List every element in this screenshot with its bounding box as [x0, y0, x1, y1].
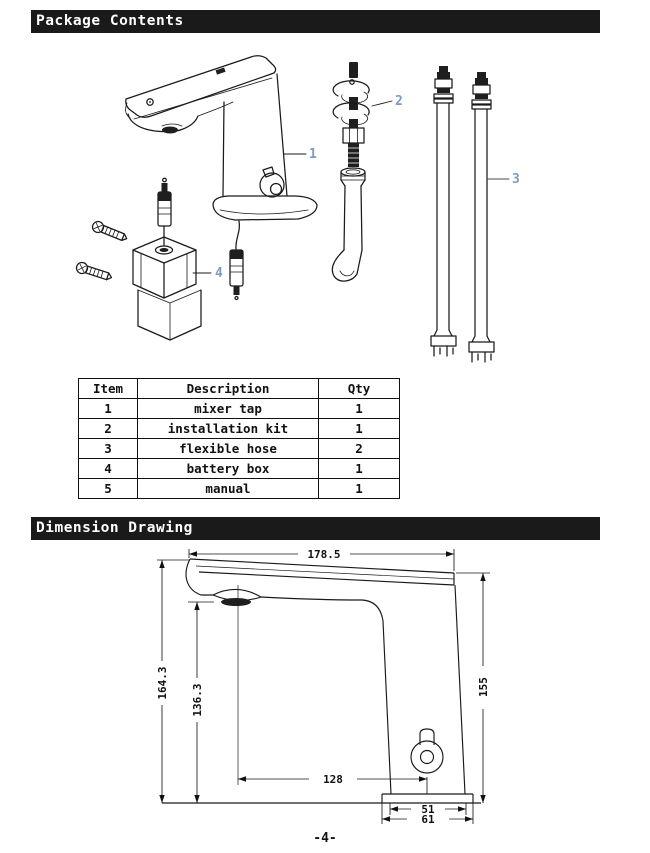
- table-row: [79, 399, 400, 419]
- table-header-description: Description: [138, 379, 319, 399]
- table-cell: 2: [319, 439, 400, 459]
- part-label-battery-box: 4: [215, 266, 223, 281]
- table-cell: 1: [319, 479, 400, 499]
- table-cell: 1: [319, 399, 400, 419]
- mixer-tap-drawing: [126, 56, 317, 300]
- dim-spout-reach: 128: [323, 773, 343, 786]
- dim-body-front-height: 155: [477, 677, 490, 697]
- table-cell: 1: [319, 419, 400, 439]
- table-header-item: Item: [79, 379, 138, 399]
- part-label-mixer-tap: 1: [309, 147, 317, 162]
- flexible-hoses-drawing: [431, 66, 520, 362]
- dim-spout-length: 178.5: [307, 548, 341, 561]
- table-cell: 1: [79, 399, 138, 419]
- package-contents-illustration: [0, 40, 650, 385]
- table-header-qty: Qty: [319, 379, 400, 399]
- section-title: Package Contents: [36, 13, 184, 29]
- table-row: [79, 439, 400, 459]
- package-contents-table: [78, 378, 400, 499]
- section-title: Dimension Drawing: [36, 520, 193, 536]
- table-cell: installation kit: [138, 419, 319, 439]
- table-cell: 2: [79, 419, 138, 439]
- dim-spout-underside-height: 136.3: [191, 683, 204, 717]
- part-label-flexible-hose: 3: [512, 172, 520, 187]
- table-cell: flexible hose: [138, 439, 319, 459]
- table-cell: 4: [79, 459, 138, 479]
- table-header-row: [79, 379, 400, 399]
- section-header-package-contents: [31, 10, 600, 33]
- dimension-drawing: [0, 545, 650, 845]
- dim-base-inner: 51: [421, 803, 435, 816]
- dim-base-outer: 61: [421, 813, 435, 826]
- section-header-dimension-drawing: [31, 517, 600, 540]
- installation-kit-drawing: [332, 62, 403, 281]
- table-row: [79, 479, 400, 499]
- table-row: [79, 459, 400, 479]
- battery-box-drawing: [75, 178, 223, 340]
- table-cell: manual: [138, 479, 319, 499]
- table-cell: battery box: [138, 459, 319, 479]
- dim-overall-height: 164.3: [156, 666, 169, 700]
- page-number: -4-: [313, 831, 337, 846]
- part-label-installation-kit: 2: [395, 94, 403, 109]
- faucet-profile-outline: [162, 559, 481, 803]
- dimension-lines: [156, 548, 490, 826]
- table-cell: 5: [79, 479, 138, 499]
- table-row: [79, 419, 400, 439]
- table-cell: mixer tap: [138, 399, 319, 419]
- table-cell: 1: [319, 459, 400, 479]
- table-cell: 3: [79, 439, 138, 459]
